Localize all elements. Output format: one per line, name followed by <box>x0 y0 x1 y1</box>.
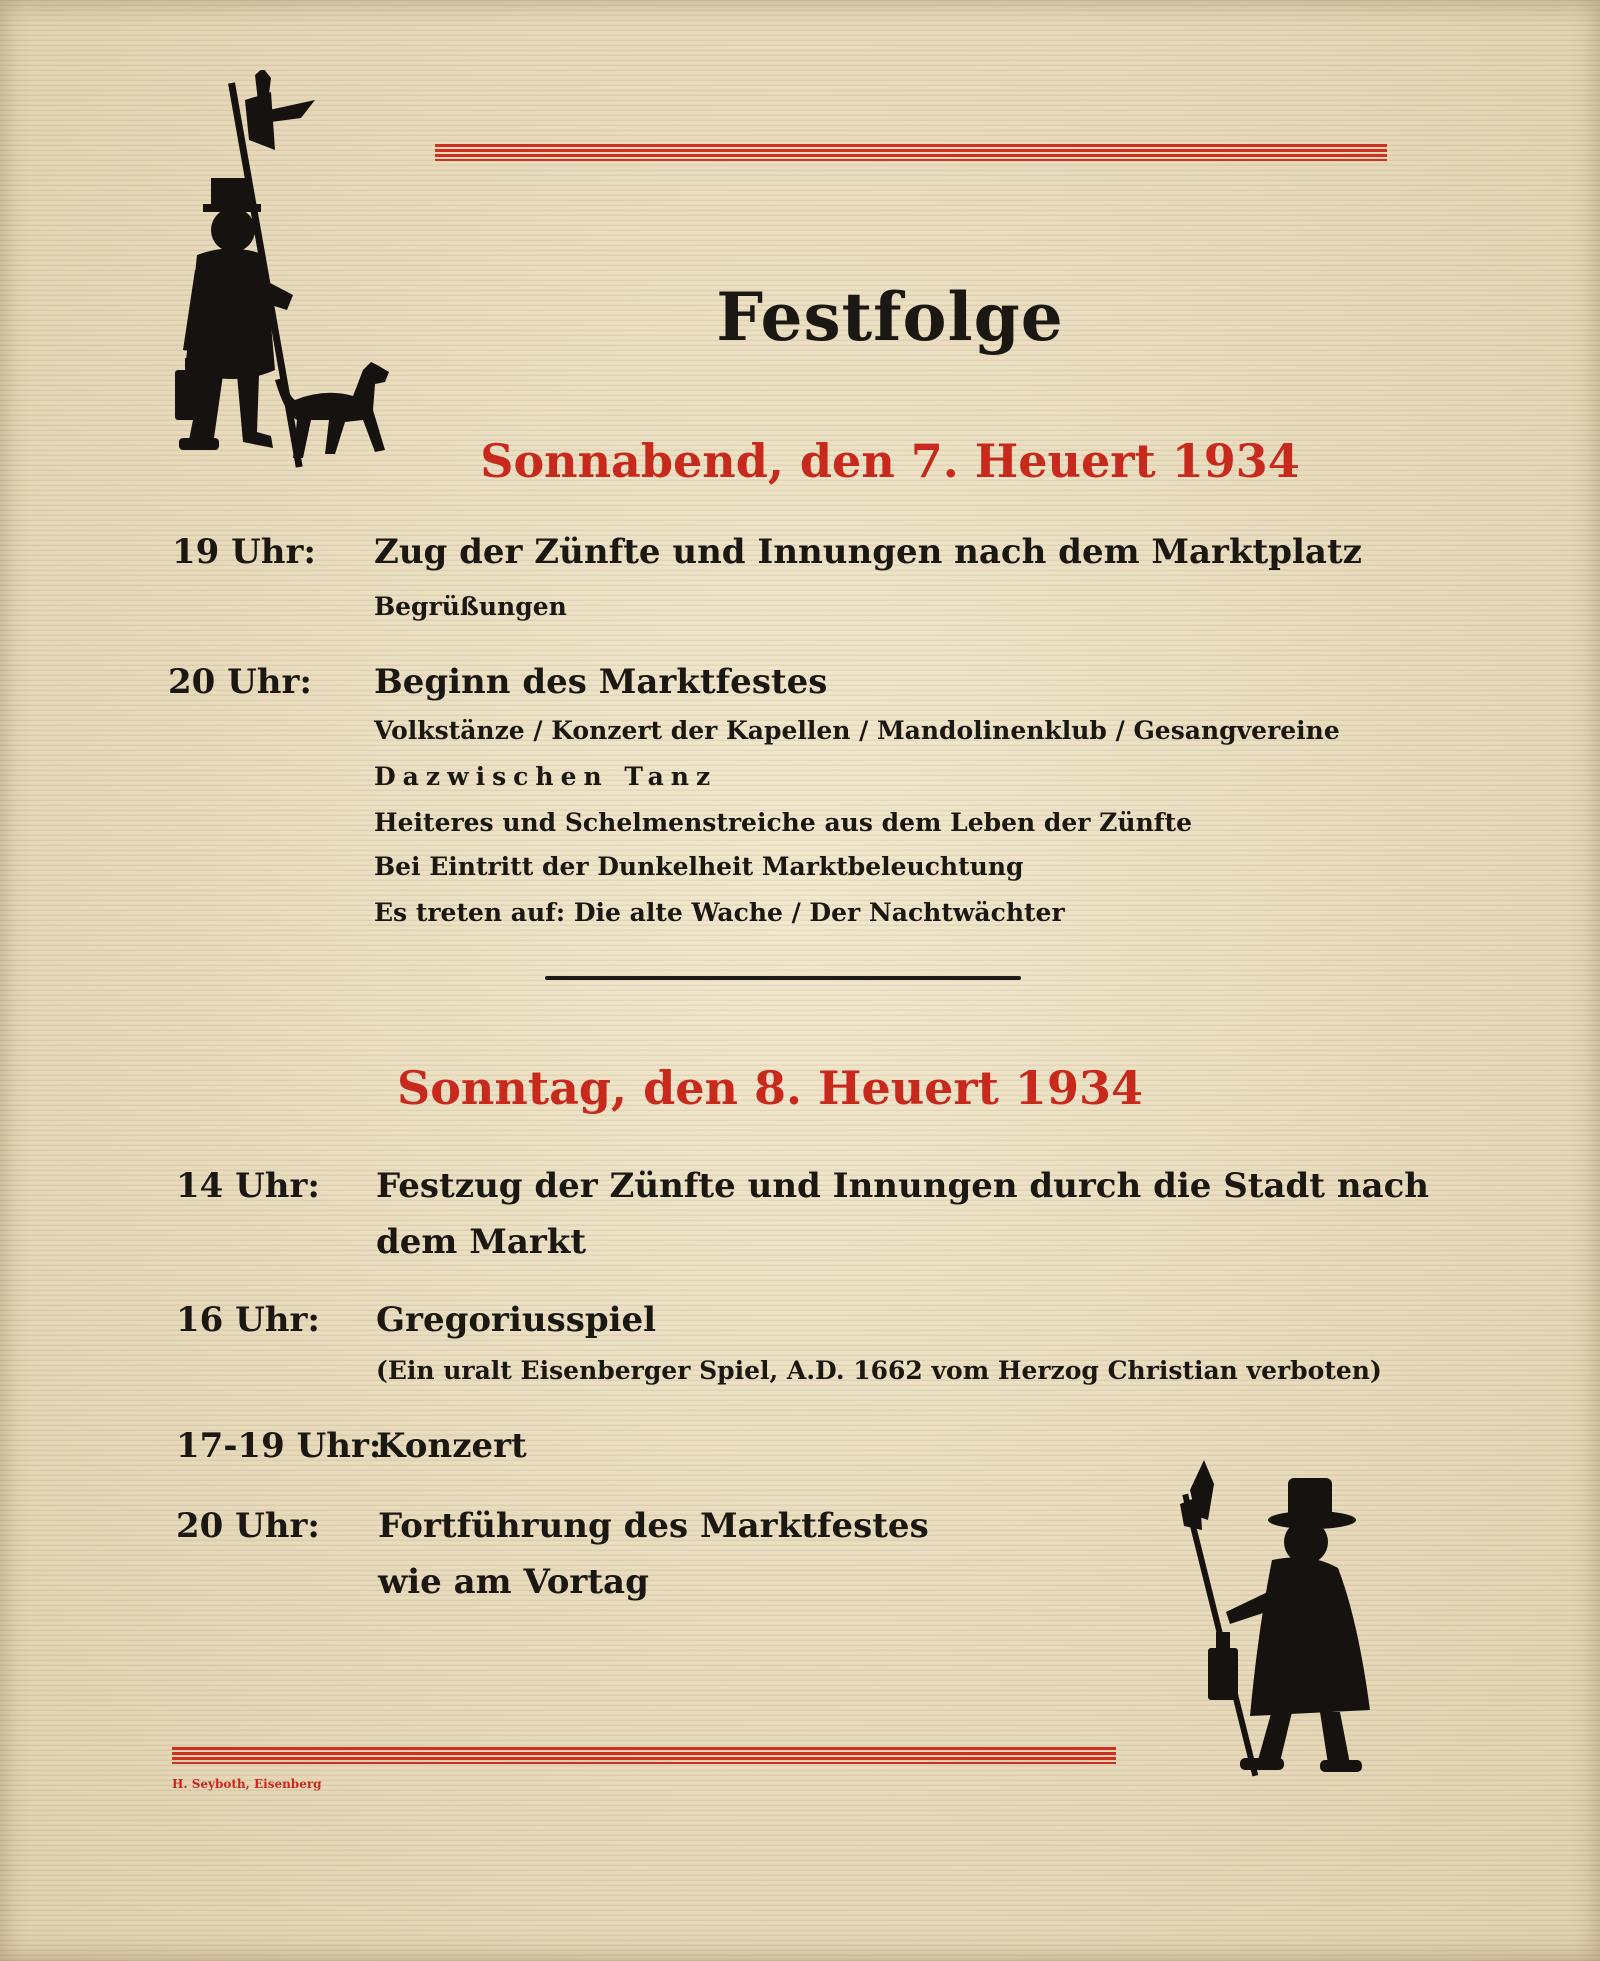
top-red-rule <box>435 144 1387 161</box>
event-title: Konzert <box>376 1426 527 1466</box>
page-title: Festfolge <box>716 278 1064 356</box>
watchman-with-dog-illustration <box>175 70 400 480</box>
day-heading-saturday: Sonnabend, den 7. Heuert 1934 <box>480 434 1300 488</box>
event-detail: Heiteres und Schelmenstreiche aus dem Leben der Zünfte <box>374 808 1192 837</box>
event-detail: Volkstänze / Konzert der Kapellen / Mandolinenklub / Gesangvereine <box>374 716 1340 745</box>
event-title-continued: wie am Vortag <box>378 1562 649 1602</box>
event-time: 16 Uhr: <box>176 1300 320 1340</box>
watchman-with-lantern-illustration <box>1180 1460 1405 1780</box>
event-title: Fortführung des Marktfestes <box>378 1506 929 1546</box>
day-heading-sunday: Sonntag, den 8. Heuert 1934 <box>397 1061 1143 1115</box>
event-detail: Es treten auf: Die alte Wache / Der Nachtwächter <box>374 898 1065 927</box>
section-divider <box>545 976 1021 980</box>
printer-imprint: H. Seyboth, Eisenberg <box>172 1777 322 1791</box>
event-title: Beginn des Marktfestes <box>374 662 828 702</box>
event-time: 20 Uhr: <box>176 1506 320 1546</box>
event-title: Festzug der Zünfte und Innungen durch die Stadt nach <box>376 1166 1430 1206</box>
event-title: Gregoriusspiel <box>376 1300 657 1340</box>
event-time: 14 Uhr: <box>176 1166 320 1206</box>
event-detail: (Ein uralt Eisenberger Spiel, A.D. 1662 vom Herzog Christian verboten) <box>376 1356 1382 1385</box>
event-time: 17-19 Uhr: <box>176 1426 382 1466</box>
event-time: 20 Uhr: <box>168 662 312 702</box>
event-detail: Begrüßungen <box>374 592 567 621</box>
event-title: Zug der Zünfte und Innungen nach dem Marktplatz <box>374 532 1362 572</box>
bottom-red-rule <box>172 1747 1116 1764</box>
event-time: 19 Uhr: <box>172 532 316 572</box>
event-detail: Dazwischen Tanz <box>374 762 718 791</box>
event-detail: Bei Eintritt der Dunkelheit Marktbeleuchtung <box>374 852 1024 881</box>
event-title-continued: dem Markt <box>376 1222 587 1262</box>
